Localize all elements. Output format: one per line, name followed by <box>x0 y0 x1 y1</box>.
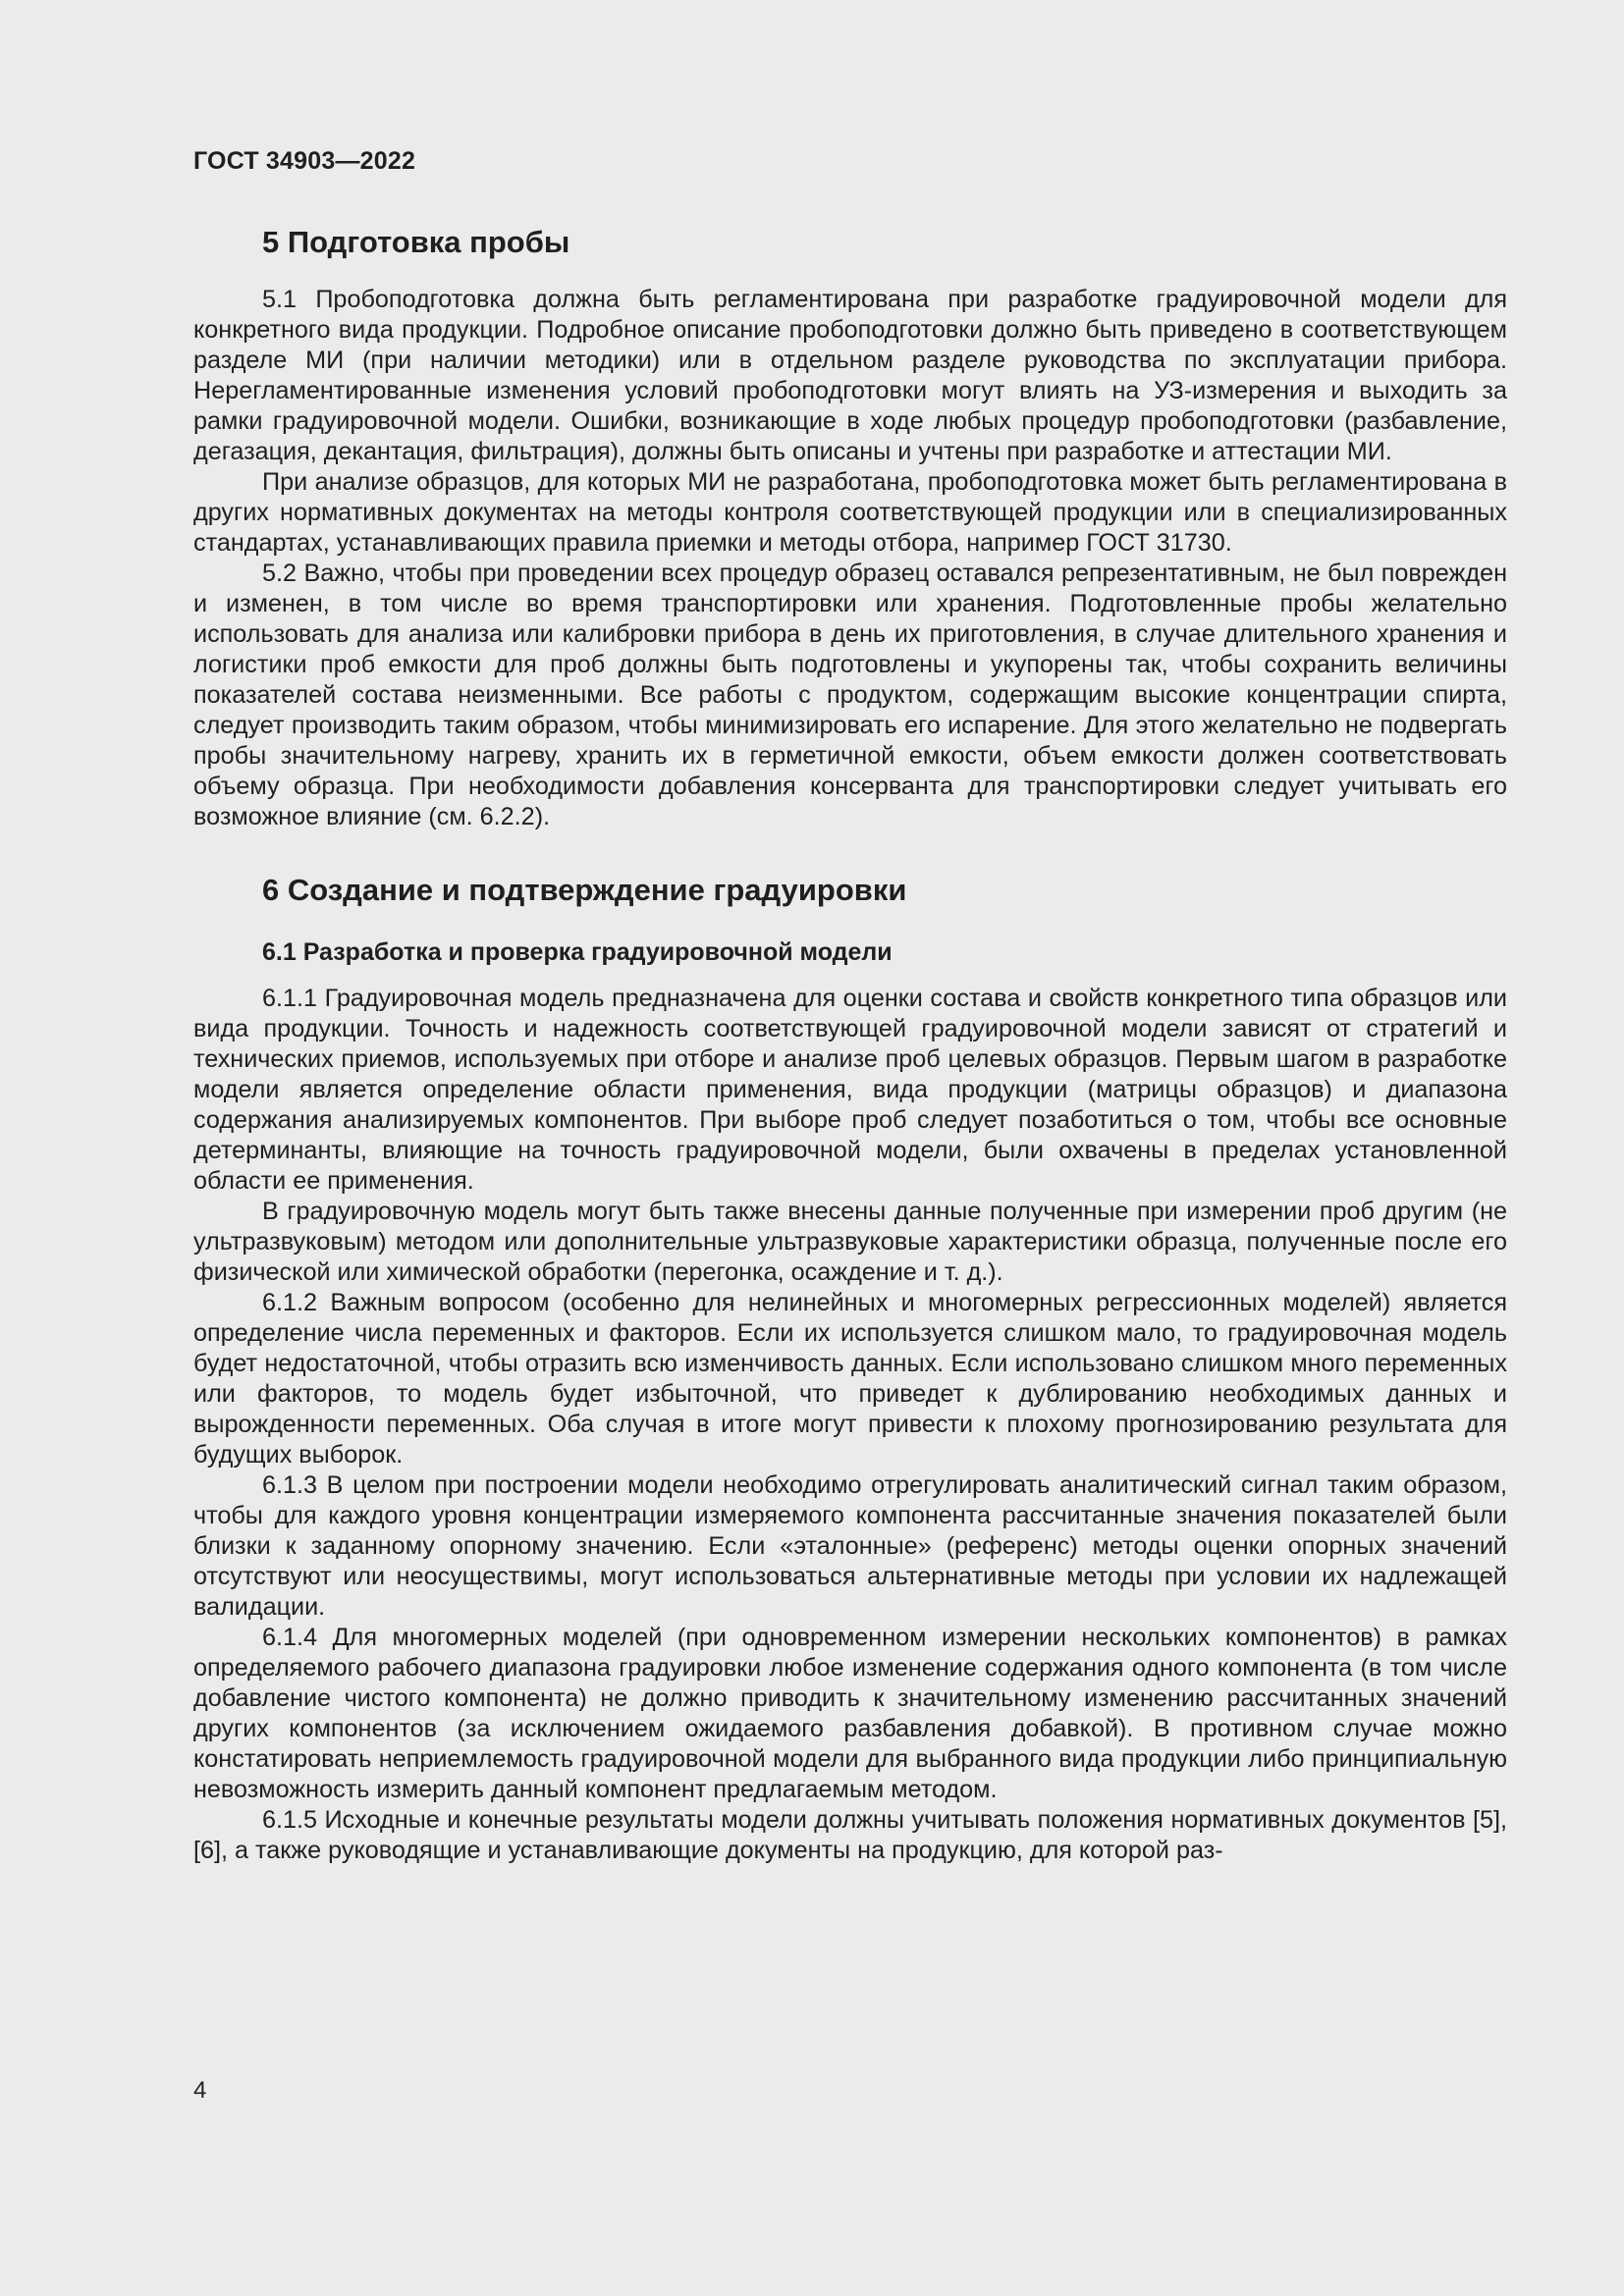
paragraph-5-1: 5.1 Пробоподготовка должна быть регламентирована при разработке градуировочной модели для конкретного вида продукции. Подробное описание пробоподготовки должно быть приведено в соответствующем разделе МИ (при наличии методики) или в отдельном разделе руководства по эксплуатации прибора. Нерегламентированные изменения условий пробоподготовки могут влиять на УЗ-измерения и выходить за рамки градуировочной модели. Ошибки, возникающие в ходе любых процедур пробоподготовки (разбавление, дегазация, декантация, фильтрация), должны быть описаны и учтены при разработке и аттестации МИ. <box>193 286 1507 465</box>
paragraph-5-2: 5.2 Важно, чтобы при проведении всех процедур образец оставался репрезентативным, не был поврежден и изменен, в том числе во время транспортировки или хранения. Подготовленные пробы желательно использовать для анализа или калибровки прибора в день их приготовления, в случае длительного хранения и логистики проб емкости для проб должны быть подготовлены и укупорены так, чтобы сохранить величины показателей состава неизменными. Все работы с продуктом, содержащим высокие концентрации спирта, следует производить таким образом, чтобы минимизировать его испарение. Для этого желательно не подвергать пробы значительному нагреву, хранить их в герметичной емкости, объем емкости должен соответствовать объему образца. При необходимости добавления консерванта для транспортировки следует учитывать его возможное влияние (см. 6.2.2). <box>193 560 1507 830</box>
paragraph-6-1-3: 6.1.3 В целом при построении модели необходимо отрегулировать аналитический сигнал таким образом, чтобы для каждого уровня концентрации измеряемого компонента рассчитанные значения показателей были близки к заданному опорному значению. Если «эталонные» (референс) методы оценки опорных значений отсутствуют или неосуществимы, могут использоваться альтернативные методы при условии их надлежащей валидации. <box>193 1471 1507 1621</box>
page-body <box>193 222 1507 1866</box>
paragraph-5-1-cont: При анализе образцов, для которых МИ не разработана, пробоподготовка может быть регламентирована в других нормативных документах на методы контроля соответствующей продукции или в специализированных стандартах, устанавливающих правила приемки и методы отбора, например ГОСТ 31730. <box>193 468 1507 557</box>
subsection-6-1-heading: 6.1 Разработка и проверка градуировочной модели <box>262 938 893 966</box>
paragraph-6-1-2: 6.1.2 Важным вопросом (особенно для нелинейных и многомерных регрессионных моделей) является определение числа переменных и факторов. Если их используется слишком мало, то градуировочная модель будет недостаточной, чтобы отразить всю изменчивость данных. Если использовано слишком много переменных или факторов, то модель будет избыточной, что приведет к дублированию необходимых данных и вырожденности переменных. Оба случая в итоге могут привести к плохому прогнозированию результата для будущих выборок. <box>193 1289 1507 1468</box>
section-6-heading: 6 Создание и подтверждение градуировки <box>262 873 907 907</box>
paragraph-6-1-4: 6.1.4 Для многомерных моделей (при одновременном измерении нескольких компонентов) в рамках определяемого рабочего диапазона градуировки любое изменение содержания одного компонента (в том числе добавление чистого компонента) не должно приводить к значительному изменению рассчитанных значений других компонентов (за исключением ожидаемого разбавления добавкой). В противном случае можно констатировать неприемлемость градуировочной модели для выбранного вида продукции либо принципиальную невозможность измерить данный компонент предлагаемым методом. <box>193 1624 1507 1803</box>
paragraph-6-1-1-cont: В градуировочную модель могут быть также внесены данные полученные при измерении проб другим (не ультразвуковым) методом или дополнительные ультразвуковые характеристики образца, полученные после его физической или химической обработки (перегонка, осаждение и т. д.). <box>193 1198 1507 1286</box>
section-5-heading: 5 Подготовка пробы <box>262 225 570 259</box>
paragraph-6-1-5: 6.1.5 Исходные и конечные результаты модели должны учитывать положения нормативных документов [5], [6], а также руководящие и устанавливающие документы на продукцию, для которой раз- <box>193 1806 1507 1864</box>
paragraph-6-1-1: 6.1.1 Градуировочная модель предназначена для оценки состава и свойств конкретного типа образцов или вида продукции. Точность и надежность соответствующей градуировочной модели зависят от стратегий и технических приемов, используемых при отборе и анализе проб целевых образцов. Первым шагом в разработке модели является определение области применения, вида продукции (матрицы образцов) и диапазона содержания анализируемых компонентов. При выборе проб следует позаботиться о том, чтобы все основные детерминанты, влияющие на точность градуировочной модели, были охвачены в пределах установленной области ее применения. <box>193 985 1507 1195</box>
document-code: ГОСТ 34903—2022 <box>193 147 416 175</box>
page-number: 4 <box>193 2077 207 2104</box>
